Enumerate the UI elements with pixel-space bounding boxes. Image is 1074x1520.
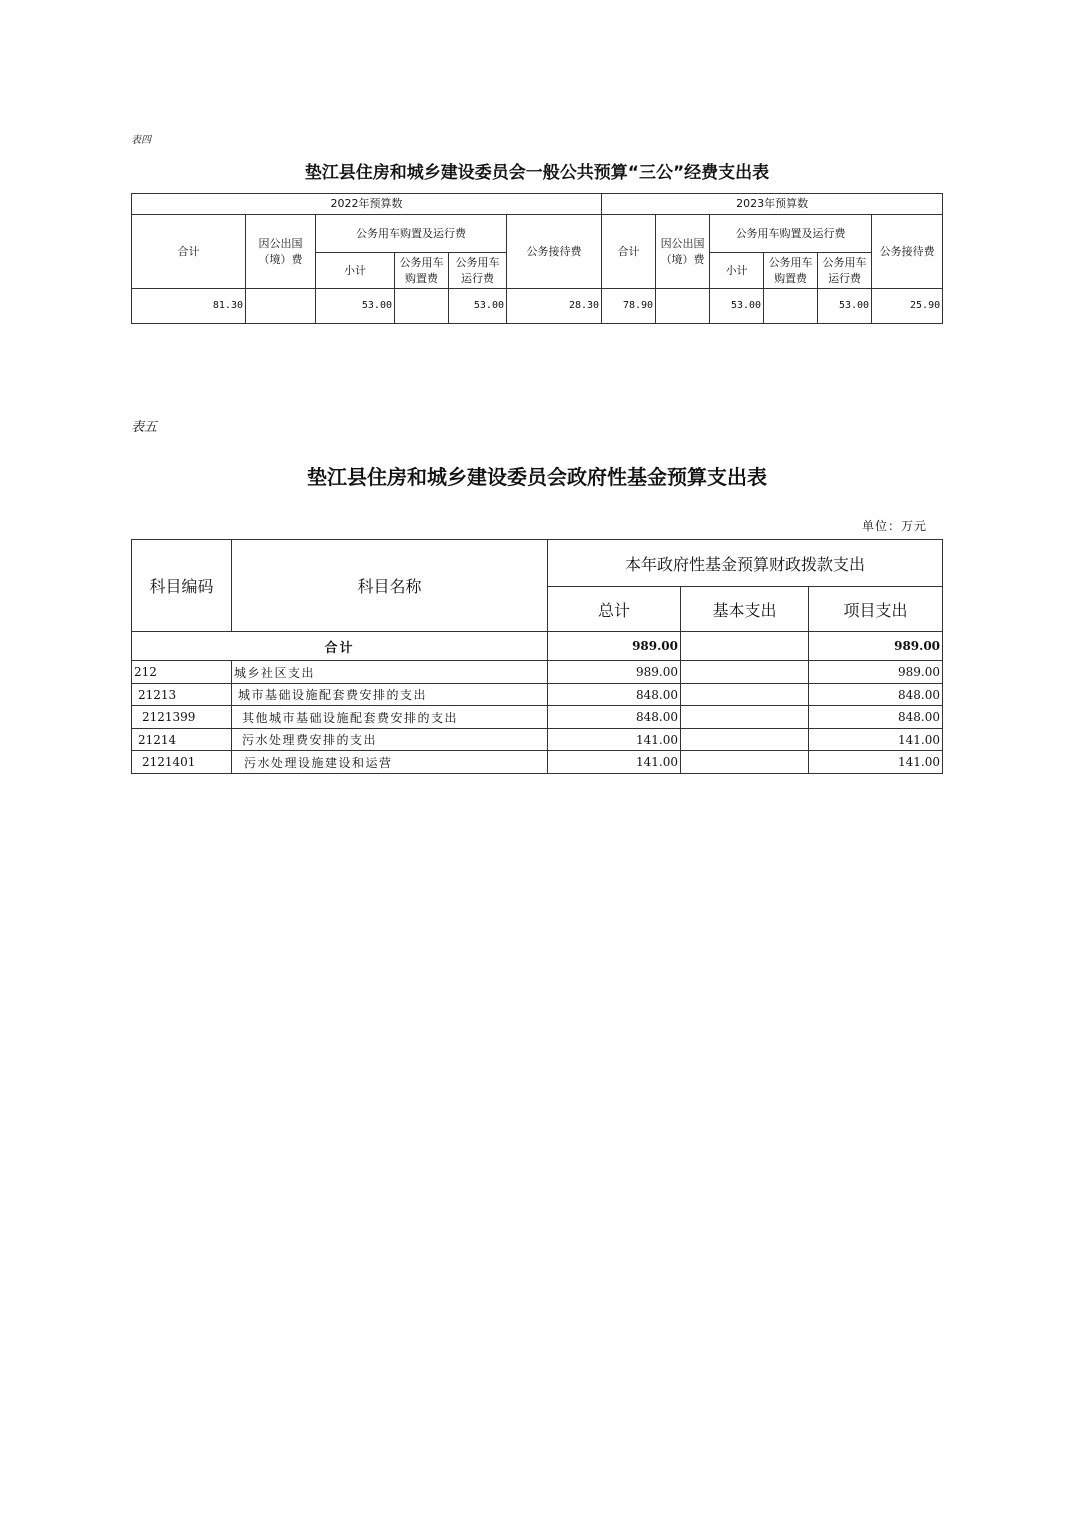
col-reception-2023: 公务接待费: [872, 215, 943, 289]
government-fund-expense-table: [131, 539, 943, 774]
row-total: 141.00: [548, 751, 681, 774]
col-name-header: 科目名称: [232, 540, 548, 632]
row-project: 848.00: [809, 706, 943, 729]
sum-basic: [681, 632, 809, 661]
row-name: 城乡社区支出: [232, 661, 548, 684]
reception-2023: 25.90: [872, 289, 943, 324]
total-2022: 81.30: [132, 289, 246, 324]
table-row: [132, 729, 943, 751]
table-row: [132, 684, 943, 706]
row-code: 21214: [132, 729, 232, 751]
row-name: 其他城市基础设施配套费安排的支出: [232, 706, 548, 729]
abroad-2022: [246, 289, 316, 324]
col-subtotal-2023: 小计: [710, 253, 764, 289]
row-project: 141.00: [809, 751, 943, 774]
row-basic: [681, 729, 809, 751]
col-total-2023: 合计: [602, 215, 656, 289]
table-row: [132, 706, 943, 729]
purchase-2022: [395, 289, 449, 324]
table5-title: 垫江县住房和城乡建设委员会政府性基金预算支出表: [307, 465, 767, 489]
operation-2023: 53.00: [818, 289, 872, 324]
subtotal-2022: 53.00: [316, 289, 395, 324]
row-name: 污水处理费安排的支出: [232, 729, 548, 751]
table4-label: 表四: [131, 135, 151, 146]
row-basic: [681, 706, 809, 729]
row-total: 141.00: [548, 729, 681, 751]
year-2022-header: 2022年预算数: [132, 194, 602, 215]
col-subtotal-2022: 小计: [316, 253, 395, 289]
sum-label: 合计: [132, 632, 548, 661]
three-public-expense-table: [131, 193, 943, 324]
year-2023-header: 2023年预算数: [602, 194, 943, 215]
col-basic-header: 基本支出: [681, 587, 809, 632]
row-total: 989.00: [548, 661, 681, 684]
row-total: 848.00: [548, 684, 681, 706]
table-row: [132, 751, 943, 774]
operation-2022: 53.00: [449, 289, 507, 324]
col-purchase-2023: 公务用车购置费: [764, 253, 818, 289]
row-basic: [681, 661, 809, 684]
unit-label: 单位：万元: [862, 519, 928, 533]
row-project: 848.00: [809, 684, 943, 706]
sum-total: 989.00: [548, 632, 681, 661]
col-code-header: 科目编码: [132, 540, 232, 632]
col-abroad-2022: 因公出国（境）费: [246, 215, 316, 289]
col-total-2022: 合计: [132, 215, 246, 289]
col-group-header: 本年政府性基金预算财政拨款支出: [548, 540, 943, 587]
subtotal-2023: 53.00: [710, 289, 764, 324]
sum-project: 989.00: [809, 632, 943, 661]
col-project-header: 项目支出: [809, 587, 943, 632]
row-code: 212: [132, 661, 232, 684]
row-basic: [681, 751, 809, 774]
col-vehicle-2023: 公务用车购置及运行费: [710, 215, 872, 253]
col-purchase-2022: 公务用车购置费: [395, 253, 449, 289]
col-operation-2023: 公务用车运行费: [818, 253, 872, 289]
purchase-2023: [764, 289, 818, 324]
table-row: [132, 661, 943, 684]
abroad-2023: [656, 289, 710, 324]
row-name: 城市基础设施配套费安排的支出: [232, 684, 548, 706]
row-basic: [681, 684, 809, 706]
row-project: 989.00: [809, 661, 943, 684]
total-2023: 78.90: [602, 289, 656, 324]
row-code: 2121399: [132, 706, 232, 729]
table5-label: 表五: [131, 420, 158, 435]
row-name: 污水处理设施建设和运营: [232, 751, 548, 774]
table4-title: 垫江县住房和城乡建设委员会一般公共预算“三公”经费支出表: [304, 163, 770, 183]
row-code: 2121401: [132, 751, 232, 774]
sum-row: [132, 632, 943, 661]
col-reception-2022: 公务接待费: [507, 215, 602, 289]
col-total-header: 总计: [548, 587, 681, 632]
row-total: 848.00: [548, 706, 681, 729]
table-row: [132, 289, 943, 324]
reception-2022: 28.30: [507, 289, 602, 324]
row-project: 141.00: [809, 729, 943, 751]
col-operation-2022: 公务用车运行费: [449, 253, 507, 289]
col-vehicle-2022: 公务用车购置及运行费: [316, 215, 507, 253]
row-code: 21213: [132, 684, 232, 706]
col-abroad-2023: 因公出国（境）费: [656, 215, 710, 289]
